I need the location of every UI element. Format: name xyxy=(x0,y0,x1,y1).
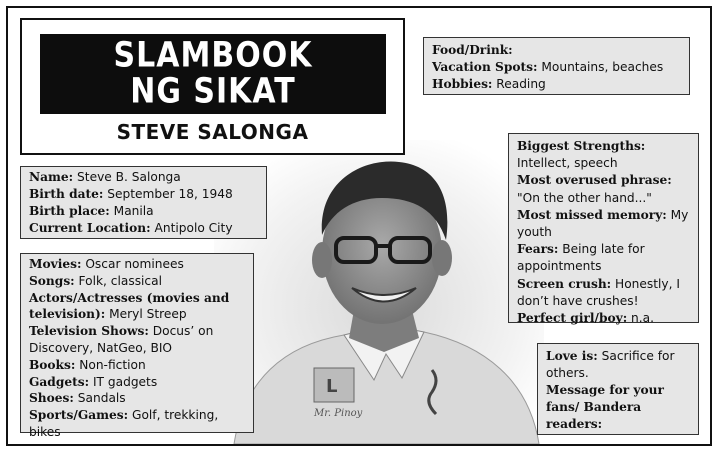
list-item: Songs: Folk, classical xyxy=(29,273,162,288)
list-item: Screen crush: Honestly, I don’t have crushes! xyxy=(517,276,680,308)
list-item: Gadgets: IT gadgets xyxy=(29,374,158,389)
list-item: Message for your fans/ Bandera readers: xyxy=(546,383,664,431)
list-item: Birth place: Manila xyxy=(29,204,154,218)
svg-text:L: L xyxy=(326,376,338,397)
svg-text:Mr. Pinoy: Mr. Pinoy xyxy=(314,408,363,419)
person-name: STEVE SALONGA xyxy=(116,120,309,144)
list-item: Current Location: Antipolo City xyxy=(29,221,233,235)
slambook-title: SLAMBOOK NG SIKAT xyxy=(40,34,386,114)
list-item: Vacation Spots: Mountains, beaches xyxy=(432,60,664,74)
favorites-box xyxy=(20,253,254,439)
list-item: Birth date: September 18, 1948 xyxy=(29,187,233,201)
list-item: Most overused phrase: "On the other hand..." xyxy=(517,173,672,205)
personal-info-box xyxy=(20,166,267,239)
list-item: Sports/Games: Golf, trekking, bikes xyxy=(29,408,219,439)
traits-box xyxy=(508,133,699,326)
list-item: Fears: Being late for appointments xyxy=(517,242,645,274)
list-item: Food/Drink: xyxy=(432,43,513,57)
list-item: Name: Steve B. Salonga xyxy=(29,170,181,184)
list-item: Books: Non-fiction xyxy=(29,357,146,372)
love-message-box xyxy=(537,343,699,435)
list-item: Most missed memory: My youth xyxy=(517,207,689,240)
list-item: Actors/Actresses (movies and television): Meryl Streep xyxy=(29,290,230,322)
list-item: Hobbies: Reading xyxy=(432,77,546,91)
list-item: Perfect girl/boy: n.a. xyxy=(517,311,655,326)
list-item: Shoes: Sandals xyxy=(29,391,126,406)
food-vacation-hobbies-box xyxy=(423,37,690,95)
slambook-header xyxy=(20,18,405,155)
list-item: Biggest Strengths: Intellect, speech xyxy=(517,139,646,171)
list-item: Movies: Oscar nominees xyxy=(29,257,184,271)
list-item: Television Shows: Docus’ on Discovery, NatGeo, BIO xyxy=(29,324,214,355)
list-item: Love is: Sacrifice for others. xyxy=(546,349,675,380)
